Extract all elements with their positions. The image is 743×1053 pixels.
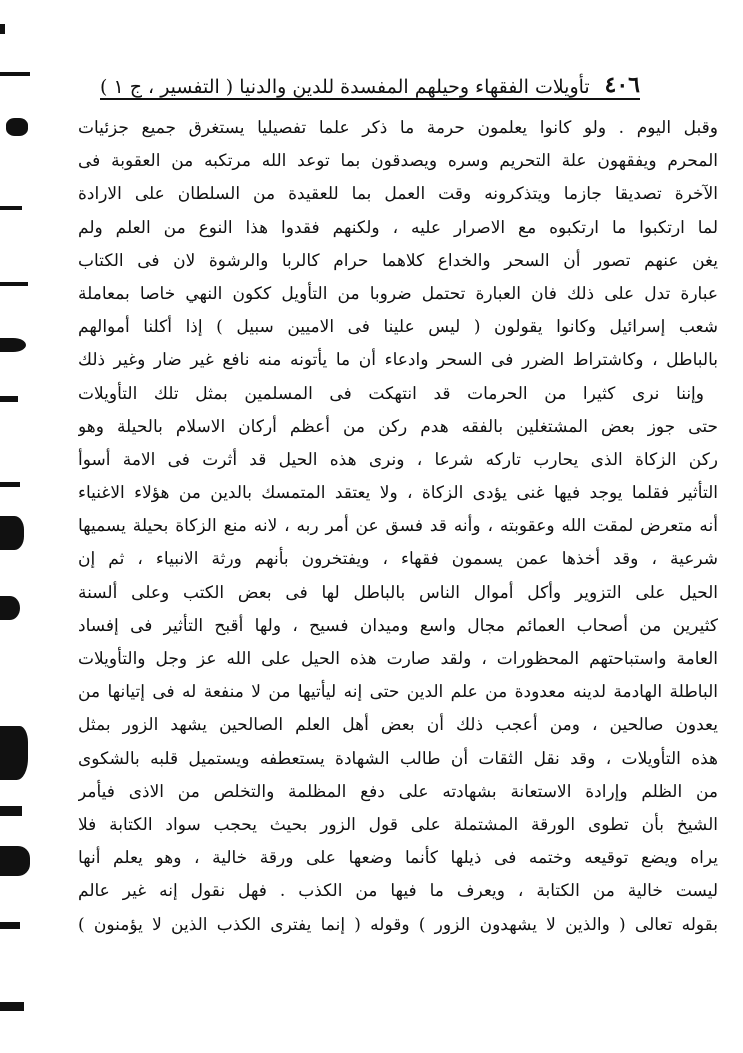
text-line: بالباطل ، وكاشتراط الضرر فى السحر وادعاء أن ما يأتونه منه نافع غير ضار وغير ذلك	[78, 350, 718, 371]
text-line: هذه التأويلات ، وقد نقل الثقات أن طالب الشهادة يستعطفه ويستميل قلبه بالشكوى	[78, 748, 718, 769]
text-line: العامة واستباحتهم المحظورات ، ولقد صارت هذه الحيل على الله عز وجل والتأويلات	[78, 649, 718, 669]
text-line: من الظلم وإرادة الاستعانة بشهادته على دفع المظلمة والتخلص من الاذى فيأمر	[78, 781, 718, 802]
header-rule	[100, 98, 640, 100]
scan-mark	[0, 516, 24, 550]
text-line: بقوله تعالى ( والذين لا يشهدون الزور ) وقوله ( إنما يفترى الكذب الذين لا يؤمنون )	[78, 914, 718, 935]
page-number: ٤٠٦	[604, 72, 640, 98]
scan-mark	[0, 206, 22, 210]
scan-mark	[0, 72, 30, 76]
text-line: ركن الزكاة الذى يحارب تاركه شرعا ، ونرى هذه الحيل قد أثرت فى الامة أسوأ	[78, 449, 718, 470]
text-line: التأثير فقلما يوجد فيها غنى يؤدى الزكاة ، ولا يعتقد المتمسك بالدين من هؤلاء الاغنياء	[78, 483, 718, 504]
text-line: عبارة تدل على ذلك فان العبارة تحتمل ضروبا من التأويل ككون النهي خاصا بمعاملة	[78, 283, 718, 304]
text-line: الباطلة الهادمة لدينه معدودة من علم الدين حتى إنه ليأتيها من لا منفعة له فى إتيانها من	[78, 682, 718, 703]
scan-mark	[0, 922, 20, 929]
scan-mark	[0, 1002, 24, 1011]
text-line: كثيرين من أصحاب العمائم مجال واسع وميدان فسيح ، ولها أقبح التأثير فى إفساد	[78, 615, 718, 636]
scan-mark	[0, 24, 5, 34]
scan-mark	[0, 338, 26, 352]
scan-mark	[0, 482, 20, 487]
scan-mark	[6, 118, 28, 136]
text-line: وقبل اليوم . ولو كانوا يعلمون حرمة ما ذكر علما تفصيليا يستغرق جميع جزئيات	[78, 118, 718, 138]
scan-mark	[0, 596, 20, 620]
text-line: يراه ويضع توقيعه وختمه فى ذيلها كأنما وضعها على ورقة خالية ، وهو يعلم أنها	[78, 848, 718, 869]
text-line: الآخرة تصديقا جازما ويتذكرونه وقت العمل بما للعقيدة من السلطان على الارادة	[78, 184, 718, 205]
running-title: تأويلات الفقهاء وحيلهم المفسدة للدين والدنيا ( التفسير ، ج ١ )	[100, 76, 590, 98]
text-line: يعدون صالحين ، ومن أعجب ذلك أن بعض أهل العلم الصالحين يشهد الزور بمثل	[78, 715, 718, 736]
text-line: شعب إسرائيل وكانوا يقولون ( ليس علينا فى الاميين سبيل ) إذا أكلنا أموالهم	[78, 317, 718, 338]
paragraph-first-line: وإننا نرى كثيرا من الحرمات قد انتهكت فى المسلمين بمثل تلك التأويلات	[78, 383, 704, 404]
scan-mark	[0, 726, 28, 780]
text-line: لما ارتكبوا ما ارتكبوه مع الاصرار عليه ، ولكنهم فقدوا هذا النوع من العلم ولم	[78, 217, 718, 238]
text-line: شرعية ، وقد أخذها عمن يسمون فقهاء ، ويفتخرون بأنهم ورثة الانبياء ، ثم إن	[78, 549, 718, 570]
text-line: حتى جوز بعض المشتغلين بالفقه هدم ركن من أعظم أركان الاسلام بالحيلة وهو	[78, 416, 718, 437]
scan-mark	[0, 806, 22, 816]
text-line: الحيل على التزوير وأكل أموال الناس بالباطل لها فى بعض الكتب وعلى ألسنة	[78, 582, 718, 603]
body-text	[78, 112, 718, 942]
text-line: المحرم ويفقهون علة التحريم وسره ويصدقون بما توعد الله مرتكبه من العقوبة فى	[78, 151, 718, 172]
text-line: ليست خالية من الكتابة ، ويعرف ما فيها من الكذب . فهل نقول إنه غير عالم	[78, 881, 718, 902]
scan-mark	[0, 846, 30, 876]
text-line: الشيخ بأن تطوى الورقة المشتملة على قول الزور بحيث يحجب سواد الكتابة فلا	[78, 814, 718, 835]
running-header	[100, 58, 640, 98]
text-line: أنه متعرض لمقت الله وعقوبته ، وأنه قد فسق عن أمر ربه ، لانه منع الزكاة بحيلة يسميها	[78, 516, 718, 537]
scan-mark	[0, 282, 28, 286]
scan-mark	[0, 396, 18, 402]
text-line: يغن عنهم تصور أن السحر والخداع كلاهما حرام كالربا والرشوة لان فى الكتاب	[78, 250, 718, 271]
